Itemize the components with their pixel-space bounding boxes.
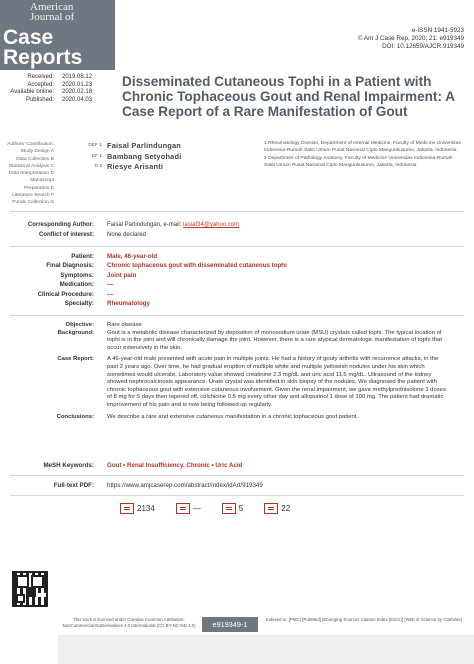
qr-module xyxy=(36,593,46,597)
contribution-item: Funds Collection G xyxy=(12,200,54,206)
meta-label: Clinical Procedure: xyxy=(37,290,94,298)
conflict-value: None declared xyxy=(107,231,147,238)
stat-value: 5 xyxy=(238,504,244,513)
author-marks: D 2 xyxy=(94,164,102,170)
stat-references xyxy=(264,503,290,514)
conclusions-text: We describe a rare and extensive cutaneous manifestation in a chronic tophaceous gout patient. xyxy=(107,413,359,420)
article-stats xyxy=(120,503,311,514)
mesh-keywords xyxy=(10,462,242,469)
corresponding-author-label: Corresponding Author: xyxy=(27,222,94,228)
meta-label: Specialty: xyxy=(64,300,94,308)
fulltext-label: Full-text PDF: xyxy=(53,482,94,489)
date-value: 2020.02.18 xyxy=(62,89,93,96)
date-label: Accepted: xyxy=(27,81,54,88)
background-label: Background: xyxy=(57,329,94,336)
divider xyxy=(10,315,464,316)
logo-line-3: Case xyxy=(3,26,54,49)
logo-line-1: American xyxy=(30,1,74,13)
contribution-item: Literature Search F xyxy=(12,193,54,199)
divider xyxy=(10,475,464,476)
logo-line-4: Reports xyxy=(3,46,83,69)
mesh-value: Gout • Renal Insufficiency, Chronic • Uric Acid xyxy=(107,462,243,469)
qr-finder xyxy=(16,594,25,603)
case-metadata xyxy=(10,252,287,308)
corresponding-author-value xyxy=(107,221,239,231)
stat-tables xyxy=(176,503,201,514)
divider xyxy=(10,495,464,496)
contribution-item: Authors' Contribution: xyxy=(7,142,54,147)
page-footer xyxy=(0,617,474,664)
background-text: Gout is a metabolic disease characterized by deposition of monosodium urate (MSU) crystals called tophi. The typical location of tophi is in the joint and will chronically damage the joint. However, there is a rare atypical dermatologic manifestation of tophi that occur extensively in the skin. xyxy=(107,329,442,351)
references-icon xyxy=(264,503,278,514)
meta-label: Final Diagnosis: xyxy=(46,262,94,270)
divider xyxy=(10,211,464,212)
stat-value: — xyxy=(192,504,201,513)
stat-value: 22 xyxy=(281,504,291,513)
indexed-in: Indexed in: [PMC] [PubMed] [Emerging Sources Citation Index (ESCI)] [Web of Science by Clarivate] xyxy=(266,617,462,622)
author-name: Bambang Setyohadi xyxy=(107,151,182,161)
journal-logo xyxy=(0,0,115,70)
case-report-text: A 46-year-old male presented with acute pain in multiple joints. He had a history of gouty arthritis with recurrence attacks, in the past 2 years ago. Over time, he had gradual eruption of multiple white and multiple yellowish nodules under his skin which sometimes would ulcerate. Laboratory value showed creatinine 2.3 mg/dL and uric acid 11.5 mg/dL. Ultrasound of the kidney showed nephrocalcinosis appearance. Urate crystal was identified in skin biopsy of the nodules. We diagnosed the patient with chronic tophaceous gout with extensive cutaneous involvement. Given the renal impairment, we gave methylprednisolone 3 doses of 8 mg for 5 days then tapered off, colchicine 0.5 mg every other day and allopurinol 1 dose of 100 mg. The patient had dramatic improvement of his pain and is now being followed up regularly. xyxy=(107,356,446,408)
stat-value: 2134 xyxy=(137,504,155,513)
author-marks: EF 1 xyxy=(91,153,102,159)
author-contributions xyxy=(6,141,54,207)
footer-strip xyxy=(58,635,474,664)
date-value: 2020.04.03 xyxy=(62,96,93,103)
case-report-label: Case Report: xyxy=(57,356,94,363)
author-list xyxy=(83,141,181,173)
page-number: e919349-1 xyxy=(202,617,258,632)
mesh-label: MeSH Keywords: xyxy=(43,462,94,469)
stat-figures xyxy=(222,503,243,514)
fulltext-link[interactable]: https://www.amjcaserep.com/abstract/index/idArt/919349 xyxy=(107,482,263,489)
figures-icon xyxy=(222,503,236,514)
objective-label: Objective: xyxy=(65,322,94,328)
stat-words xyxy=(120,503,155,514)
tables-icon xyxy=(176,503,190,514)
conflict-label: Conflict of interest: xyxy=(39,231,94,238)
date-label: Received: xyxy=(27,74,54,80)
citation: © Am J Case Rep, 2020; 21: e919349 xyxy=(357,35,464,43)
author-name: Faisal Parlindungan xyxy=(107,141,182,150)
correspondence-block xyxy=(10,221,239,240)
fulltext-pdf xyxy=(10,482,263,489)
word-count-icon xyxy=(120,503,134,514)
abstract xyxy=(10,322,464,421)
article-title: Disseminated Cutaneous Tophi in a Patient with Chronic Tophaceous Gout and Renal Impairment: A Case Report of a Rare Manifestation of Gout xyxy=(122,74,455,120)
meta-label: Symptoms: xyxy=(60,271,94,279)
contribution-item: Data Interpretation D xyxy=(8,171,54,177)
affiliation-item: 2 Department of Pathology Anatomy, Faculty of Medicine Universitas Indonesia-Rumah Sakit Umum Pusat Nasional Cipto Mangunkusumo, Jakarta, Indonesia xyxy=(264,156,453,169)
meta-label: Patient: xyxy=(71,253,94,260)
meta-value: Chronic tophaceous gout with disseminated cutaneous tophi xyxy=(107,262,287,270)
qr-module xyxy=(28,587,36,597)
author-email-link[interactable]: lasiaf34@yahoo.com xyxy=(183,222,240,228)
date-value: 2020.01.23 xyxy=(62,81,93,88)
conclusions-label: Conclusions: xyxy=(56,413,94,420)
affiliation-item: 1 Rheumatology Division, Department of Internal Medicine, Faculty of Medicine Universitas Indonesia-Rumah Sakit Umum Pusat Nasional Cipto Mangunkusumo, Jakarta, Indonesia xyxy=(264,141,461,153)
issn-block xyxy=(358,27,464,52)
meta-value: — xyxy=(107,281,114,289)
contribution-item: Manuscript Preparation E xyxy=(24,178,54,191)
doi: DOI: 10.12659/AJCR.919349 xyxy=(382,43,464,51)
date-value: 2019.08.12 xyxy=(62,74,93,80)
author-marks: DEF 1 xyxy=(88,143,102,148)
dates-block xyxy=(6,74,92,104)
qr-code xyxy=(12,571,48,607)
contribution-item: Statistical Analysis C xyxy=(8,163,54,169)
affiliations xyxy=(264,141,464,172)
date-label: Published: xyxy=(25,96,54,103)
corresponding-author-prefix: Faisal Parlindungan, e-mail: xyxy=(107,222,182,228)
author-name: Riesye Arisanti xyxy=(107,162,164,172)
meta-label: Medication: xyxy=(59,281,94,289)
date-label: Available online: xyxy=(10,89,54,96)
meta-value: Male, 46-year-old xyxy=(107,253,158,260)
meta-value: — xyxy=(107,290,114,298)
logo-line-2: Journal of xyxy=(30,11,75,23)
contribution-item: Data Collection B xyxy=(16,156,54,162)
meta-value: Joint pain xyxy=(107,271,137,279)
issn: e-ISSN 1941-5923 xyxy=(411,27,464,34)
license-text: This work is licensed under Creative Common Attribution-NonCommercial-NoDerivatives 4.0 International (CC BY-NC-ND 4.0) xyxy=(62,617,196,628)
objective-text: Rare disease xyxy=(107,322,142,328)
divider xyxy=(10,246,464,247)
meta-value: Rheumatology xyxy=(107,300,150,308)
contribution-item: Study Design A xyxy=(20,149,54,155)
